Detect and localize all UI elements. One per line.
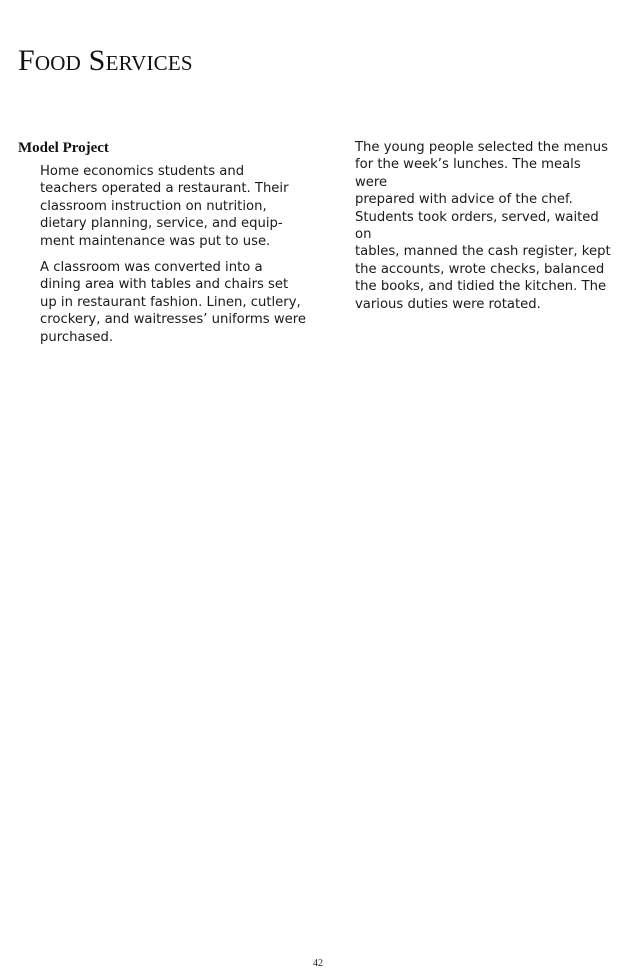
- paragraph: Home economics students and teachers operated a restaurant. Their classroom instruction on nutrition, dietary planning, service, and equip- ment maintenance was put to use.: [40, 164, 289, 249]
- page-title: Food Services: [18, 44, 193, 77]
- paragraph: The young people selected the menus for the week’s lunches. The meals were prepared with advice of the chef. Students took orders, served, waited on tables, manned the cash register, kept the accounts, wrote checks, balanced the books, and tidied the kitchen. The various duties were rotated.: [355, 140, 611, 312]
- paragraph: A classroom was converted into a dining area with tables and chairs set up in restaurant fashion. Linen, cutlery, crockery, and waitresses’ uniforms were purchased.: [40, 260, 306, 345]
- left-column: [18, 138, 318, 346]
- right-column: [355, 139, 615, 313]
- page-number: 42: [313, 958, 323, 969]
- section-heading: Model Project: [18, 140, 109, 156]
